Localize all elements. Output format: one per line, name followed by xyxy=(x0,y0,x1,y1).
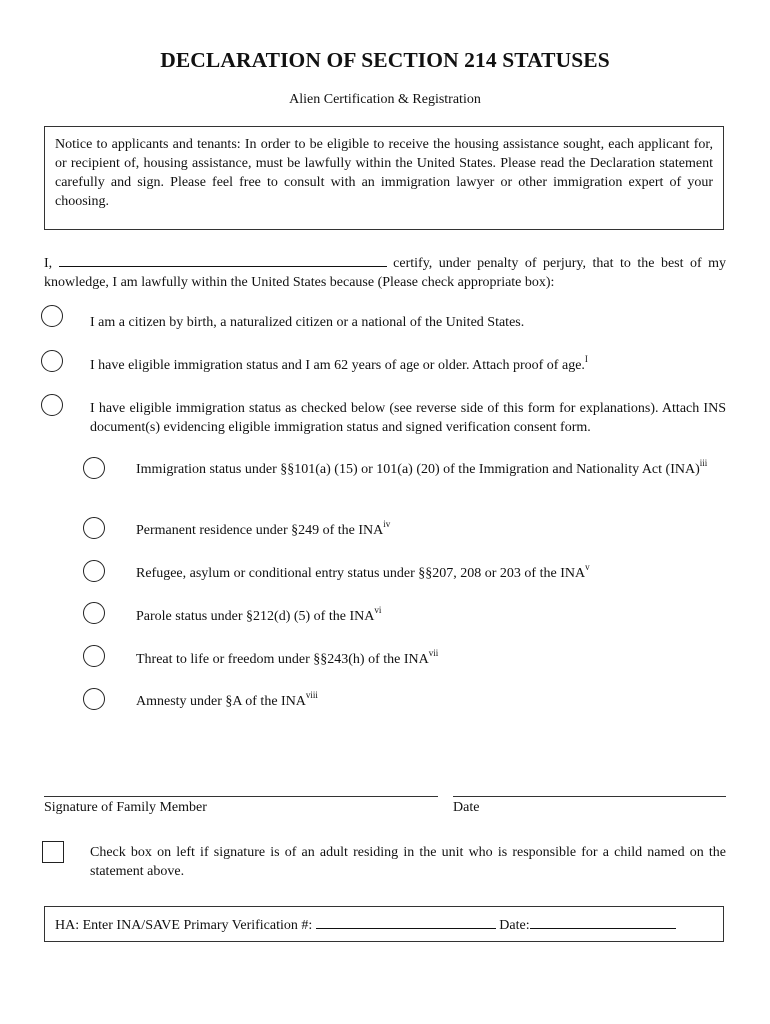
sub-option-amnesty xyxy=(136,692,726,711)
sub-option-permanent xyxy=(136,521,726,540)
option-62-older-radio[interactable] xyxy=(41,350,63,372)
option-62-older xyxy=(90,356,726,375)
option-citizen-label: I am a citizen by birth, a naturalized citizen or a national of the United States. xyxy=(90,315,525,330)
ha-label: HA: Enter INA/SAVE Primary Verification #: xyxy=(55,918,313,933)
footnote-marker: vii xyxy=(428,648,439,659)
sub-option-parole-label: Parole status under §212(d) (5) of the INA xyxy=(136,609,375,624)
ha-date-label: Date: xyxy=(499,918,530,933)
option-62-older-label: I have eligible immigration status and I am 62 years of age or older. Attach proof of age. xyxy=(90,358,585,373)
footnote-marker: iii xyxy=(699,458,708,469)
footnote-marker: v xyxy=(585,562,590,573)
option-eligible-status xyxy=(90,399,726,437)
verification-number-field[interactable] xyxy=(316,914,496,929)
page-title: DECLARATION OF SECTION 214 STATUSES xyxy=(160,48,610,72)
sub-option-parole xyxy=(136,607,726,626)
name-field[interactable] xyxy=(59,252,387,267)
sub-option-threat xyxy=(136,650,726,669)
date-label: Date xyxy=(453,800,480,815)
certify-statement xyxy=(44,252,726,292)
footnote-marker: I xyxy=(584,354,588,365)
sub-option-immigration-label: Immigration status under §§101(a) (15) or 101(a) (20) of the Immigration and Nationality Act (INA) xyxy=(136,462,700,477)
sub-option-threat-label: Threat to life or freedom under §§243(h) of the INA xyxy=(136,652,429,667)
footnote-marker: vi xyxy=(374,605,382,616)
option-eligible-status-label: I have eligible immigration status as checked below (see reverse side of this form for explanations). Attach INS document(s) evidencing eligible immigration status and signed verification consent form. xyxy=(90,401,726,435)
footnote-marker: viii xyxy=(305,690,318,701)
ha-verification-box xyxy=(44,906,724,942)
option-eligible-status-radio[interactable] xyxy=(41,394,63,416)
sub-option-threat-radio[interactable] xyxy=(83,645,105,667)
certify-prefix: I, xyxy=(44,256,53,271)
adult-check-text: Check box on left if signature is of an adult residing in the unit who is responsible for a child named on the statement above. xyxy=(90,845,726,879)
page-subtitle: Alien Certification & Registration xyxy=(289,92,481,107)
notice-text: Notice to applicants and tenants: In order to be eligible to receive the housing assistance sought, each applicant for, or recipient of, housing assistance, must be lawfully within the United States. Please read the Declaration statement carefully and sign. Please feel free to consult with an immigration lawyer or other immigration expert of your choosing. xyxy=(55,137,713,209)
sub-option-refugee xyxy=(136,564,726,583)
footnote-marker: iv xyxy=(383,519,391,530)
date-line[interactable] xyxy=(453,796,726,797)
notice-box xyxy=(44,126,724,230)
sub-option-parole-radio[interactable] xyxy=(83,602,105,624)
signature-label: Signature of Family Member xyxy=(44,800,207,815)
signature-line[interactable] xyxy=(44,796,438,797)
certify-text: certify, under penalty of perjury, that to the best of my knowledge, I am lawfully within the United States because (Please check appropriate box): xyxy=(44,256,727,290)
option-citizen xyxy=(90,313,726,332)
sub-option-permanent-radio[interactable] xyxy=(83,517,105,539)
sub-option-refugee-radio[interactable] xyxy=(83,560,105,582)
sub-option-permanent-label: Permanent residence under §249 of the INA xyxy=(136,523,384,538)
ha-date-field[interactable] xyxy=(530,914,676,929)
sub-option-immigration xyxy=(136,460,726,479)
sub-option-immigration-radio[interactable] xyxy=(83,457,105,479)
sub-option-amnesty-label: Amnesty under §A of the INA xyxy=(136,694,306,709)
option-citizen-radio[interactable] xyxy=(41,305,63,327)
adult-responsible-checkbox[interactable] xyxy=(42,841,64,863)
sub-option-amnesty-radio[interactable] xyxy=(83,688,105,710)
sub-option-refugee-label: Refugee, asylum or conditional entry status under §§207, 208 or 203 of the INA xyxy=(136,566,586,581)
